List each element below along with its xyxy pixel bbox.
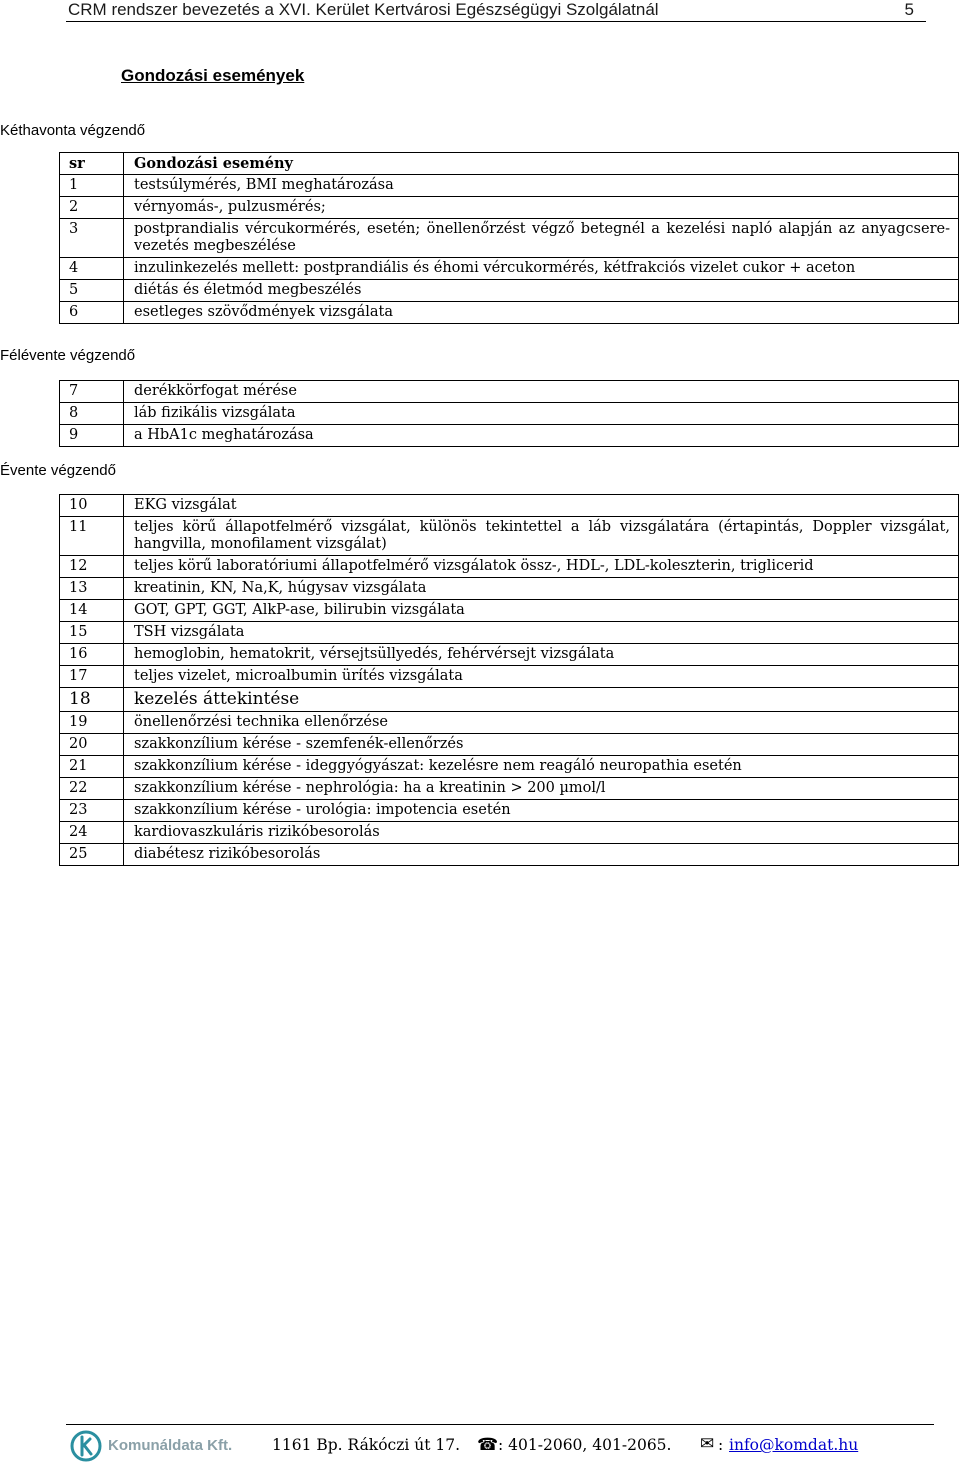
row-event: önellenőrzési technika ellenőrzése [124,712,959,734]
table-row [60,800,959,822]
table-row [60,822,959,844]
row-num: 1 [60,175,124,197]
row-num: 25 [60,844,124,866]
table-row [60,556,959,578]
table-row [60,425,959,447]
column-header-event: Gondozási esemény [124,153,959,175]
row-event: kezelés áttekintése [124,688,959,712]
row-num: 9 [60,425,124,447]
company-logo-icon [70,1430,104,1462]
row-event: diétás és életmód megbeszélés [124,280,959,302]
row-event: teljes körű állapotfelmérő vizsgálat, különös tekintettel a láb vizsgálatára (értapintás, Doppler vizsgálat, hangvilla, monofilament vizsgálat) [124,517,959,556]
telephone-icon: ☎ [477,1435,499,1455]
table-header-row [60,153,959,175]
events-table-bimonthly [59,152,959,324]
row-event: diabétesz rizikóbesorolás [124,844,959,866]
table-row [60,712,959,734]
section-label-annual: Évente végzendő [0,462,116,479]
row-event: derékkörfogat mérése [124,381,959,403]
row-event: hemoglobin, hematokrit, vérsejtsüllyedés, fehérvérsejt vizsgálata [124,644,959,666]
table-row [60,258,959,280]
row-event: postprandialis vércukormérés, esetén; önellenőrzést végző betegnél a kezelési napló alapján az anyagcsere-vezetés megbeszélése [124,219,959,258]
row-num: 4 [60,258,124,280]
header-title: CRM rendszer bevezetés a XVI. Kerület Kertvárosi Egészségügyi Szolgálatnál [68,0,659,19]
row-num: 24 [60,822,124,844]
envelope-icon: ✉ [700,1434,715,1454]
table-row [60,622,959,644]
row-num: 16 [60,644,124,666]
row-event: esetleges szövődmények vizsgálata [124,302,959,324]
row-num: 11 [60,517,124,556]
phone-numbers: : 401-2060, 401-2065. [498,1436,672,1454]
table-row [60,578,959,600]
table-row [60,302,959,324]
section-label-bimonthly: Kéthavonta végzendő [0,122,146,139]
row-event: kreatinin, KN, Na,K, húgysav vizsgálata [124,578,959,600]
row-num: 14 [60,600,124,622]
table-row [60,403,959,425]
table-row [60,756,959,778]
row-num: 19 [60,712,124,734]
table-row [60,844,959,866]
row-event: szakkonzílium kérése - urológia: impotencia esetén [124,800,959,822]
row-event: TSH vizsgálata [124,622,959,644]
row-event: vérnyomás-, pulzusmérés; [124,197,959,219]
table-row [60,734,959,756]
table-row [60,517,959,556]
row-event: szakkonzílium kérése - szemfenék-ellenőrzés [124,734,959,756]
row-num: 20 [60,734,124,756]
table-row [60,175,959,197]
row-event: szakkonzílium kérése - nephrológia: ha a kreatinin > 200 µmol/l [124,778,959,800]
row-event: láb fizikális vizsgálata [124,403,959,425]
page-footer [70,1430,950,1462]
row-event: testsúlymérés, BMI meghatározása [124,175,959,197]
table-row [60,666,959,688]
table-row [60,644,959,666]
column-header-num: sr [60,153,124,175]
table-row [60,600,959,622]
table-row [60,381,959,403]
row-num: 18 [60,688,124,712]
row-num: 10 [60,495,124,517]
row-num: 21 [60,756,124,778]
table-row [60,688,959,712]
row-num: 13 [60,578,124,600]
page-number: 5 [904,0,914,19]
company-name: Komunáldata Kft. [108,1437,233,1454]
footer-divider [66,1424,934,1425]
row-event: kardiovaszkuláris rizikóbesorolás [124,822,959,844]
row-num: 22 [60,778,124,800]
table-row [60,280,959,302]
row-event: inzulinkezelés mellett: postprandiális és éhomi vércukormérés, kétfrakciós vizelet cukor + aceton [124,258,959,280]
email-link[interactable]: info@komdat.hu [729,1436,859,1454]
row-num: 7 [60,381,124,403]
email-separator: : [718,1436,724,1454]
row-num: 2 [60,197,124,219]
row-num: 12 [60,556,124,578]
table-row [60,197,959,219]
row-event: a HbA1c meghatározása [124,425,959,447]
company-address: 1161 Bp. Rákóczi út 17. [272,1436,461,1454]
row-num: 3 [60,219,124,258]
section-label-semiannual: Félévente végzendő [0,347,136,364]
page-header [66,0,926,22]
events-table-annual [59,494,959,866]
row-num: 15 [60,622,124,644]
table-row [60,219,959,258]
row-event: teljes vizelet, microalbumin ürítés vizsgálata [124,666,959,688]
row-num: 5 [60,280,124,302]
row-event: GOT, GPT, GGT, AlkP-ase, bilirubin vizsgálata [124,600,959,622]
table-row [60,778,959,800]
row-event: szakkonzílium kérése - ideggyógyászat: kezelésre nem reagáló neuropathia esetén [124,756,959,778]
row-event: teljes körű laboratóriumi állapotfelmérő vizsgálatok össz-, HDL-, LDL-koleszterin, triglicerid [124,556,959,578]
table-row [60,495,959,517]
row-event: EKG vizsgálat [124,495,959,517]
row-num: 17 [60,666,124,688]
row-num: 23 [60,800,124,822]
row-num: 8 [60,403,124,425]
row-num: 6 [60,302,124,324]
document-title: Gondozási események [121,66,305,85]
events-table-semiannual [59,380,959,447]
